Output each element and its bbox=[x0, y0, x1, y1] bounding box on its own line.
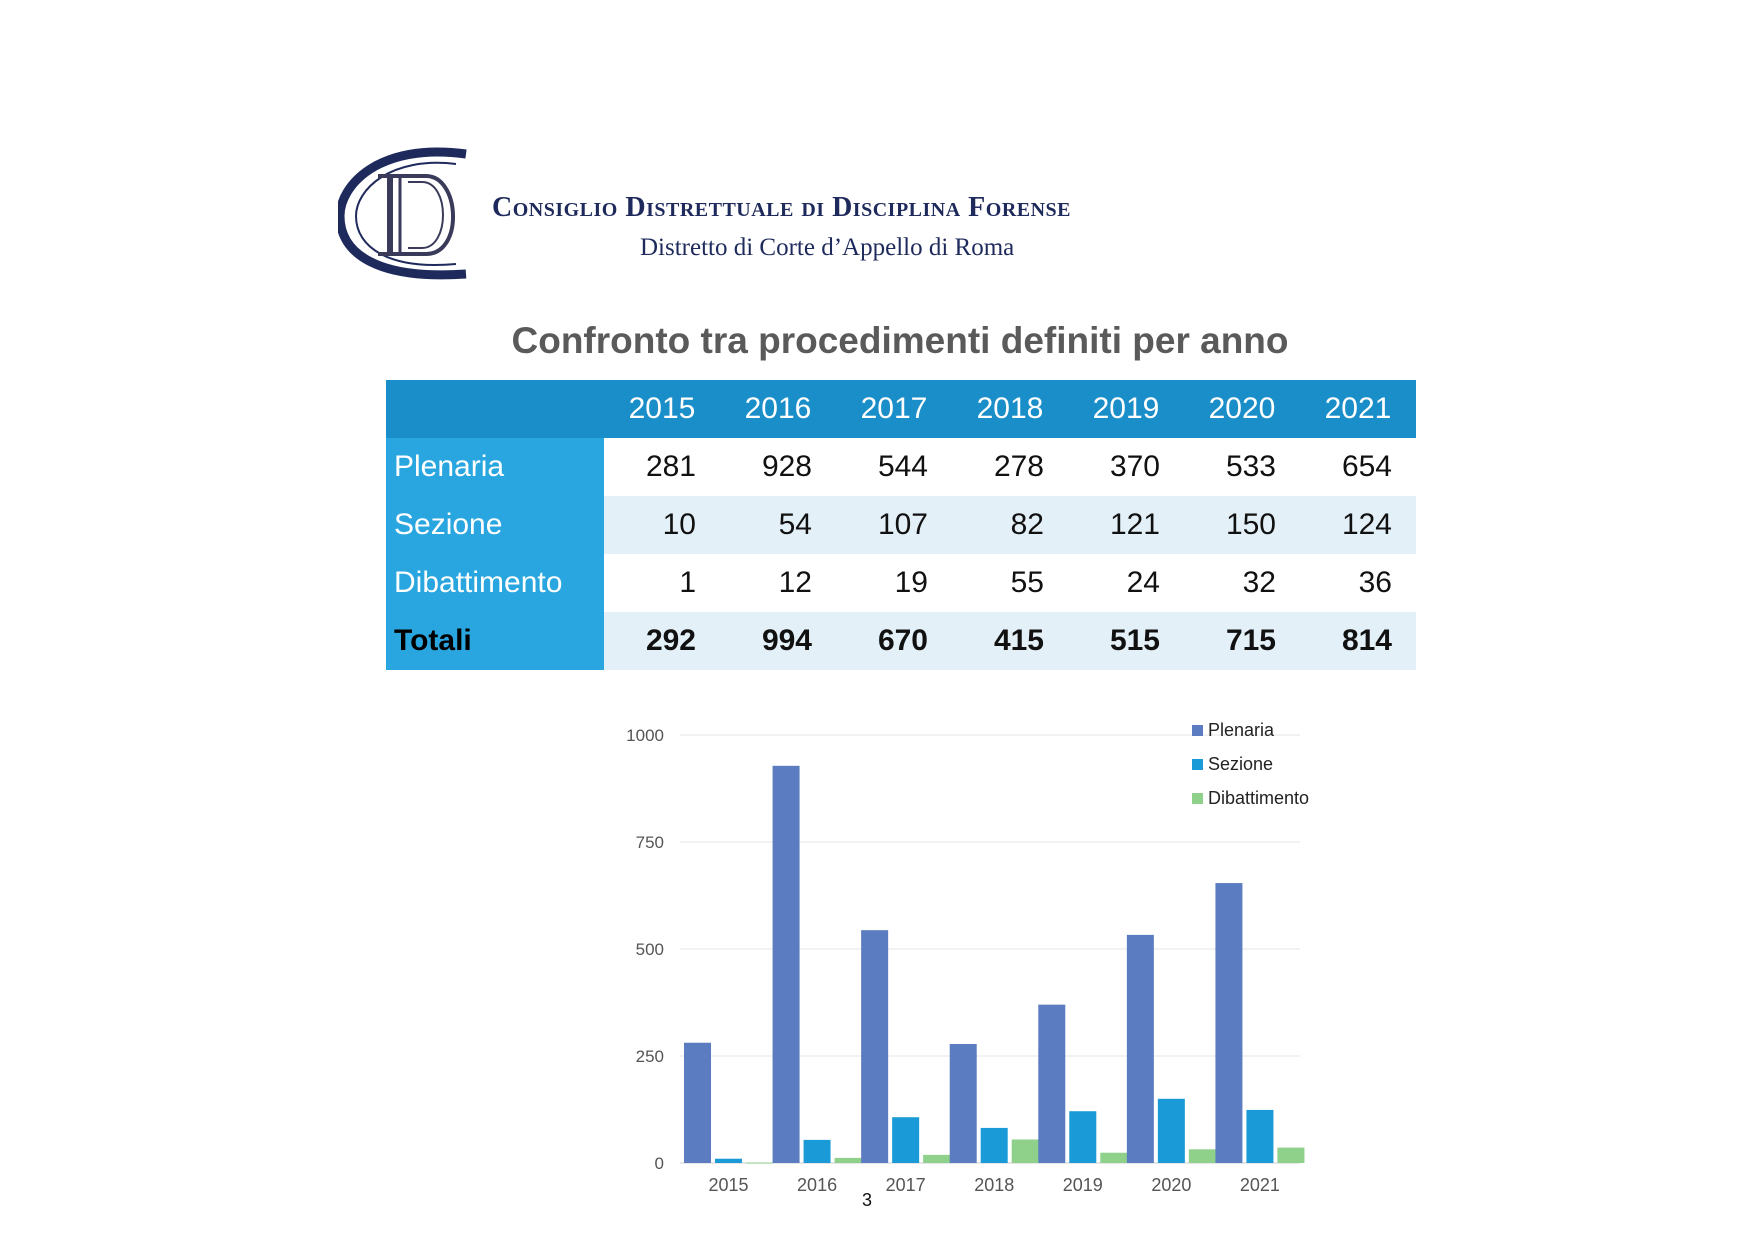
table-row-totals bbox=[386, 612, 1416, 670]
column-header: 2018 bbox=[952, 380, 1068, 438]
table-cell: 544 bbox=[836, 438, 952, 496]
table-cell: 928 bbox=[720, 438, 836, 496]
table-cell: 12 bbox=[720, 554, 836, 612]
row-label: Dibattimento bbox=[386, 554, 604, 612]
x-tick-label: 2021 bbox=[1239, 1175, 1280, 1195]
table-cell: 121 bbox=[1068, 496, 1184, 554]
table-cell: 281 bbox=[604, 438, 720, 496]
table-cell: 715 bbox=[1184, 612, 1300, 670]
table-cell: 670 bbox=[836, 612, 952, 670]
table-row bbox=[386, 554, 1416, 612]
legend-swatch-sezione bbox=[1192, 759, 1203, 770]
y-tick-label: 250 bbox=[635, 1047, 664, 1066]
table-corner-cell bbox=[386, 380, 604, 438]
table-cell: 55 bbox=[952, 554, 1068, 612]
bar-dibattimento-2021 bbox=[1277, 1148, 1304, 1163]
table-cell: 278 bbox=[952, 438, 1068, 496]
table-row bbox=[386, 438, 1416, 496]
bar-dibattimento-2019 bbox=[1100, 1153, 1127, 1163]
column-header: 2016 bbox=[720, 380, 836, 438]
table-cell: 370 bbox=[1068, 438, 1184, 496]
column-header: 2017 bbox=[836, 380, 952, 438]
bar-sezione-2019 bbox=[1069, 1111, 1096, 1163]
bar-sezione-2020 bbox=[1158, 1099, 1185, 1163]
y-tick-label: 750 bbox=[635, 833, 664, 852]
bar-chart bbox=[600, 715, 1340, 1205]
table-cell: 32 bbox=[1184, 554, 1300, 612]
bar-plenaria-2016 bbox=[773, 766, 800, 1163]
row-label: Plenaria bbox=[386, 438, 604, 496]
bar-plenaria-2017 bbox=[861, 930, 888, 1163]
column-header: 2019 bbox=[1068, 380, 1184, 438]
legend-swatch-dibattimento bbox=[1192, 793, 1203, 804]
y-tick-label: 500 bbox=[635, 940, 664, 959]
procedures-table bbox=[386, 380, 1416, 670]
column-header: 2021 bbox=[1300, 380, 1416, 438]
page-title: Confronto tra procedimenti definiti per anno bbox=[511, 320, 1289, 361]
bar-plenaria-2018 bbox=[950, 1044, 977, 1163]
table-cell: 24 bbox=[1068, 554, 1184, 612]
table-cell: 654 bbox=[1300, 438, 1416, 496]
legend-label-dibattimento: Dibattimento bbox=[1208, 788, 1310, 808]
table-cell: 415 bbox=[952, 612, 1068, 670]
bar-plenaria-2021 bbox=[1215, 883, 1242, 1163]
table-cell: 107 bbox=[836, 496, 952, 554]
table-cell: 814 bbox=[1300, 612, 1416, 670]
table-cell: 54 bbox=[720, 496, 836, 554]
legend-label-plenaria: Plenaria bbox=[1208, 720, 1275, 740]
x-tick-label: 2015 bbox=[708, 1175, 749, 1195]
bar-sezione-2018 bbox=[981, 1128, 1008, 1163]
x-tick-label: 2016 bbox=[797, 1175, 838, 1195]
table-cell: 994 bbox=[720, 612, 836, 670]
bar-dibattimento-2017 bbox=[923, 1155, 950, 1163]
table-header-row bbox=[386, 380, 1416, 438]
bar-dibattimento-2015 bbox=[746, 1163, 773, 1164]
table-cell: 515 bbox=[1068, 612, 1184, 670]
table-cell: 82 bbox=[952, 496, 1068, 554]
district-subtitle: Distretto di Corte d’Appello di Roma bbox=[640, 234, 1015, 261]
table-cell: 1 bbox=[604, 554, 720, 612]
row-label: Sezione bbox=[386, 496, 604, 554]
table-cell: 19 bbox=[836, 554, 952, 612]
x-tick-label: 2020 bbox=[1151, 1175, 1192, 1195]
y-tick-label: 1000 bbox=[626, 726, 664, 745]
bar-sezione-2015 bbox=[715, 1159, 742, 1163]
x-tick-label: 2017 bbox=[885, 1175, 926, 1195]
bar-plenaria-2015 bbox=[684, 1043, 711, 1163]
organization-title: Consiglio Distrettuale di Disciplina Forense bbox=[492, 192, 1072, 223]
column-header: 2015 bbox=[604, 380, 720, 438]
page-number: 3 bbox=[861, 1190, 872, 1210]
table-cell: 292 bbox=[604, 612, 720, 670]
table-cell: 150 bbox=[1184, 496, 1300, 554]
bar-sezione-2021 bbox=[1246, 1110, 1273, 1163]
column-header: 2020 bbox=[1184, 380, 1300, 438]
legend-label-sezione: Sezione bbox=[1208, 754, 1274, 774]
bar-dibattimento-2016 bbox=[835, 1158, 862, 1163]
table-row bbox=[386, 496, 1416, 554]
table-cell: 36 bbox=[1300, 554, 1416, 612]
table-cell: 124 bbox=[1300, 496, 1416, 554]
cdd-logo bbox=[338, 146, 478, 284]
bar-sezione-2017 bbox=[892, 1117, 919, 1163]
bar-sezione-2016 bbox=[804, 1140, 831, 1163]
legend-swatch-plenaria bbox=[1192, 725, 1203, 736]
y-tick-label: 0 bbox=[654, 1154, 664, 1173]
table-cell: 533 bbox=[1184, 438, 1300, 496]
bar-dibattimento-2020 bbox=[1189, 1149, 1216, 1163]
bar-plenaria-2020 bbox=[1127, 935, 1154, 1163]
bar-plenaria-2019 bbox=[1038, 1005, 1065, 1163]
bar-dibattimento-2018 bbox=[1012, 1139, 1039, 1163]
x-tick-label: 2018 bbox=[974, 1175, 1015, 1195]
x-tick-label: 2019 bbox=[1062, 1175, 1103, 1195]
table-cell: 10 bbox=[604, 496, 720, 554]
row-label: Totali bbox=[386, 612, 604, 670]
